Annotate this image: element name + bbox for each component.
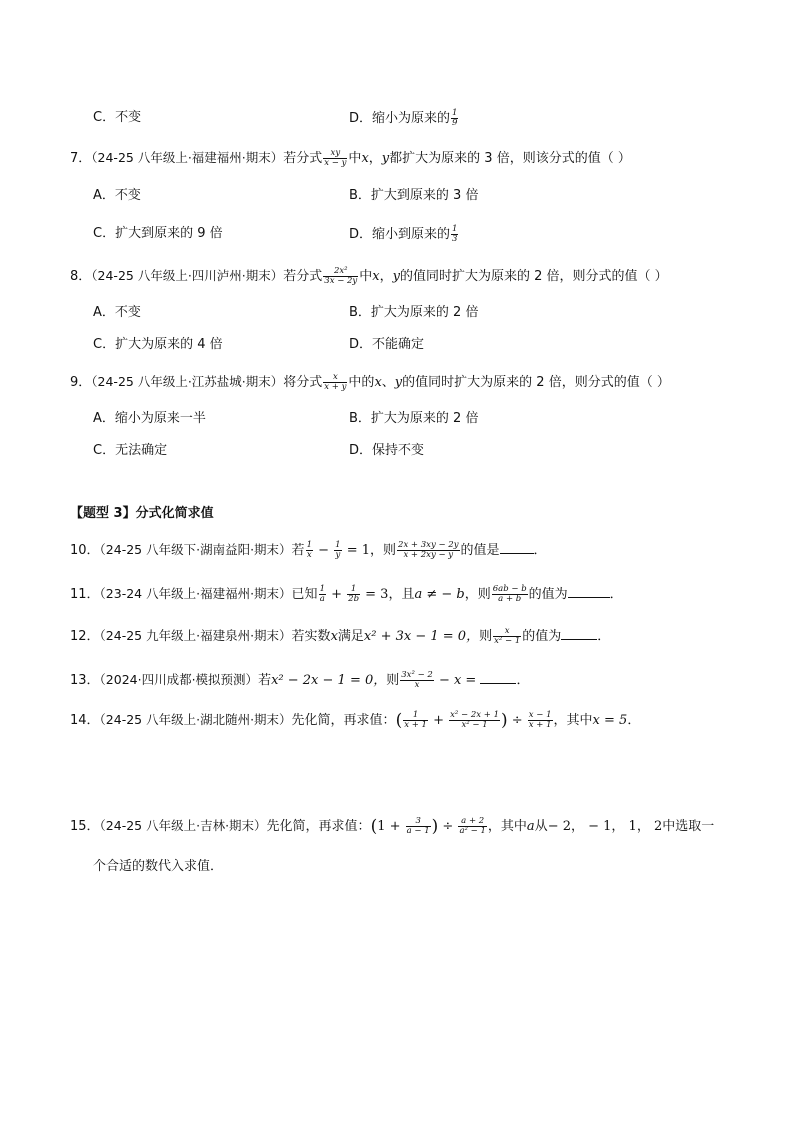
q8-fraction: $\frac{\text{2x²}}{3x - 2y}$ (324, 266, 358, 286)
answer-blank[interactable] (480, 671, 516, 684)
question-7: 7．（24-25 八年级上·福建福州·期末）若分式 $\frac{xy}{x - y}$ 中x，y都扩大为原来的 3 倍，则该分式的值（ ） (70, 148, 631, 168)
q9-source: （24-25 八年级上·江苏盐城·期末） (91, 374, 284, 389)
q7-option-b: B．扩大到原来的 3 倍 (349, 188, 479, 203)
section-title: 【题型 3】分式化简求值 (70, 506, 214, 521)
question-8: 8．（24-25 八年级上·四川泸州·期末）若分式 $\frac{\text{2x²}}{3x - 2y}$ 中x，y的值同时扩大为原来的 2 倍，则分式的值（ ） (70, 266, 668, 286)
q9-option-d: D．保持不变 (349, 443, 425, 458)
question-9: 9．（24-25 八年级上·江苏盐城·期末）将分式 $\frac{x}{x + y}$ 中的x、y的值同时扩大为原来的 2 倍，则分式的值（ ） (70, 372, 670, 392)
q8-option-d: D．不能确定 (349, 337, 425, 352)
q9-option-a: A．缩小为原来一半 (93, 411, 206, 426)
q7-option-d: D．缩小到原来的 $\frac{1}{3}$ (349, 224, 458, 244)
q7-source: （24-25 八年级上·福建福州·期末） (91, 150, 284, 165)
q8-option-b: B．扩大为原来的 2 倍 (349, 305, 479, 320)
q13-expression: $\frac{\text{3x² − 2}}{x}$ (401, 670, 433, 690)
q12-expression: $\frac{x}{\text{x² − 1}}$ (494, 626, 521, 646)
q6-option-d-text: D．缩小为原来的 (349, 111, 451, 126)
question-11: 11．（23-24 八年级上·福建福州·期末）已知 $\frac{1}{a}$ + $\frac{1}{2b}$ = 3，且a ≠ − b，则 $\frac{6ab - b}{a + b}$ 的值为 ． (70, 584, 623, 604)
q10-expression: $\frac{2x + 3xy - 2y}{x + 2xy - y}$ (398, 540, 459, 560)
q7-option-a: A．不变 (93, 188, 141, 203)
q6-option-d-fraction: $\frac{1}{9}$ (452, 108, 458, 128)
q8-option-a: A．不变 (93, 305, 141, 320)
q9-option-b: B．扩大为原来的 2 倍 (349, 411, 479, 426)
q8-option-c: C．扩大为原来的 4 倍 (93, 337, 223, 352)
question-15: 15．（24-25 八年级上·吉林·期末）先化简，再求值：(1 + $\frac{3}{a - 1}$ ) ÷ $\frac{a + 2}{\text{a² − 1}}$ ，其中a从− 2， − 1， 1， 2中选取一 (70, 816, 715, 837)
q7-fraction: $\frac{xy}{x - y}$ (324, 148, 347, 168)
q7-option-d-fraction: $\frac{1}{3}$ (452, 224, 458, 244)
answer-blank[interactable] (500, 541, 534, 554)
q8-source: （24-25 八年级上·四川泸州·期末） (91, 268, 284, 283)
q11-expression: $\frac{6ab - b}{a + b}$ (492, 584, 527, 604)
answer-blank[interactable] (561, 627, 597, 640)
q6-option-c: C．不变 (93, 110, 142, 125)
q6-option-d (349, 109, 459, 128)
question-12: 12．（24-25 九年级上·福建泉州·期末）若实数x满足x² + 3x − 1 = 0，则 $\frac{x}{\text{x² − 1}}$ 的值为 ． (70, 626, 611, 646)
question-14: 14．（24-25 八年级上·湖北随州·期末）先化简，再求值：( $\frac{1}{x + 1}$ + $\frac{\text{x² − 2x + 1}}{\text{x² − 1}}$ ) ÷ $\frac{x - 1}{x + 1}$ ，其中x = 5． (70, 710, 641, 731)
question-15-line-2: 个合适的数代入求值． (93, 859, 224, 874)
q9-fraction: $\frac{x}{x + y}$ (324, 372, 347, 392)
answer-blank[interactable] (568, 585, 610, 598)
q9-option-c: C．无法确定 (93, 443, 168, 458)
question-13: 13．（2024·四川成都·模拟预测）若x² − 2x − 1 = 0，则 $\frac{\text{3x² − 2}}{x}$ − x = ． (70, 670, 530, 690)
question-10: 10．（24-25 八年级下·湖南益阳·期末）若 $\frac{1}{x}$ − $\frac{1}{y}$ = 1，则 $\frac{2x + 3xy - 2y}{x + 2xy - y}$ 的值是 ． (70, 540, 547, 560)
q7-option-c: C．扩大到原来的 9 倍 (93, 226, 223, 241)
